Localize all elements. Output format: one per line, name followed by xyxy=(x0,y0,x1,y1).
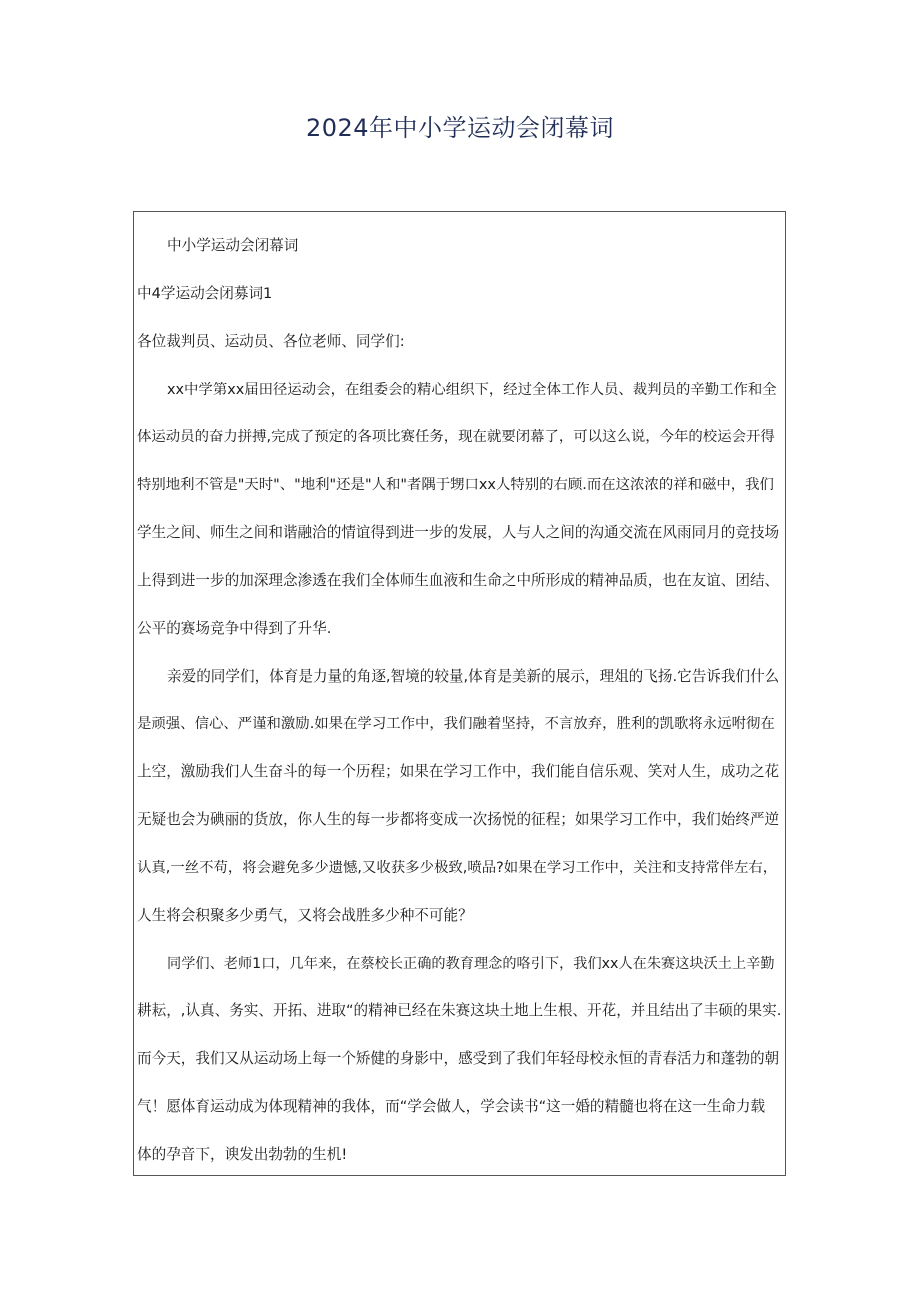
section-subheading: 中4学运动会闭募词1 xyxy=(137,285,273,302)
document-title: 2024年中小学运动会闭幕词 xyxy=(305,114,615,142)
paragraph-line: 同学们、老师1口，几年来，在蔡校长正确的教育理念的咯引下，我们xx人在朱赛这块沃土上辛勤 xyxy=(167,956,775,972)
paragraph-line: 上空，激励我们人生奋斗的每一个历程；如果在学习工作中，我们能自信乐观、笑对人生，成功之花 xyxy=(137,763,780,780)
paragraph-line: 公平的赛场竞争中得到了升华. xyxy=(137,620,332,637)
paragraph-line: 是顽强、信心、严谨和激励.如果在学习工作中，我们融着坚持，不言放弃，胜利的凯歌将永远咐彻在 xyxy=(137,716,775,732)
paragraph-line: 人生将会积聚多少勇气，又将会战胜多少种不可能？ xyxy=(137,907,473,924)
paragraph-line: 体运动员的奋力拼搏,完成了预定的各项比赛任务，现在就要闭幕了，可以这么说，今年的校运会开得 xyxy=(137,429,775,445)
paragraph-line: 亲爱的同学们，体育是力量的角逐,智境的较量,体育是美新的展示，理俎的飞扬.它告诉我们什么 xyxy=(167,668,780,685)
section-heading: 中小学运动会闭幕词 xyxy=(167,237,299,254)
paragraph-line: 认真,一丝不苟，将会避免多少遗憾,又收获多少极致,喷品?如果在学习工作中，关注和支持常伴左右， xyxy=(137,860,778,876)
paragraph-line: 而今天，我们又从运动场上每一个矫健的身影中，感受到了我们年轻母校永恒的青春活力和蓬勃的朝 xyxy=(137,1050,780,1067)
paragraph-line: 上得到进一步的加深理念渗透在我们全体师生血液和生命之中所形成的精神品质，也在友谊、团结、 xyxy=(137,572,780,589)
paragraph-line: xx中学第xx届田径运动会，在组委会的精心组织下，经过全体工作人员、裁判员的辛勤工作和全 xyxy=(167,382,777,398)
paragraph-line: 学生之间、师生之间和谐融洽的情谊得到进一步的发展，人与人之间的沟通交流在风雨同月的竞技场 xyxy=(137,524,780,541)
paragraph-line: 耕耘，,认真、务实、开拓、进取“的精神已经在朱赛这块土地上生根、开花，并且结出了丰硕的果实. xyxy=(137,1002,782,1019)
content-box xyxy=(133,211,786,1176)
paragraph-line: 无疑也会为碘丽的货放，你人生的每一步都将变成一次扬悦的征程；如果学习工作中，我们始终严逆 xyxy=(137,811,780,828)
paragraph-line: 气！愿体育运动成为体现精神的我体，而“学会做人，学会读书“这一婚的精髓也将在这一生命力载 xyxy=(137,1098,766,1115)
paragraph-line: 体的孕音下，谀发出勃勃的生机! xyxy=(137,1146,348,1163)
paragraph-line: 特别地利不管是"天时"、"地利"还是"人和"者隅于甥口xx人特别的右顾.而在这浓浓的祥和磁中，我们 xyxy=(137,477,774,493)
salutation: 各位裁判员、运动员、各位老师、同学们: xyxy=(137,333,405,350)
